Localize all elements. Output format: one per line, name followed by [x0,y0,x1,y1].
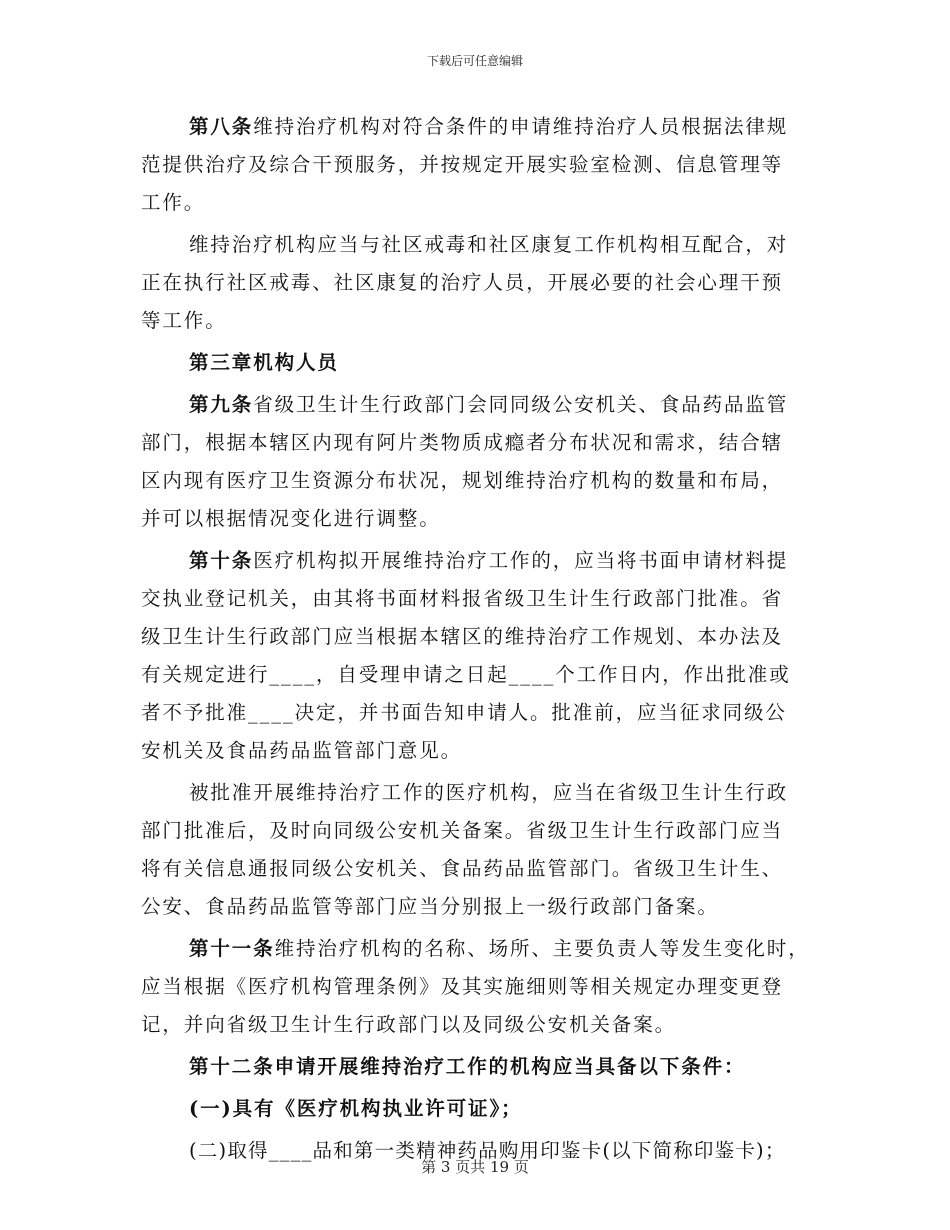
condition-item-1: (一)具有《医疗机构执业许可证》； [189,1097,523,1120]
paragraph-line: 被批准开展维持治疗工作的医疗机构，应当在省级卫生计生行政 [189,781,789,804]
article-9-heading: 第九条 [189,393,254,416]
page-footer: 第 3 页共 19 页 [421,1158,529,1176]
chapter-heading: 第三章机构人员 [189,351,339,374]
paragraph-line: 应当根据《医疗机构管理条例》及其实施细则等相关规定办理变更登 [141,975,784,998]
paragraph-line: 正在执行社区戒毒、社区康复的治疗人员，开展必要的社会心理干预 [141,271,784,294]
article-8-line-2: 范提供治疗及综合干预服务，并按规定开展实验室检测、信息管理等 [141,153,784,176]
article-9-line-1 [141,386,803,424]
article-8-heading: 第八条 [189,115,254,138]
paragraph-line: 将有关信息通报同级公安机关、食品药品监管部门。省级卫生计生、 [141,857,784,880]
article-10-line-1 [141,542,803,580]
article-8-line-3: 工作。 [141,191,206,214]
article-11-line-1 [141,930,810,968]
paragraph-line: 交执业登记机关，由其将书面材料报省级卫生计生行政部门批准。省 [141,587,784,610]
article-11-heading: 第十一条 [189,937,275,960]
paragraph-line: 维持治疗机构应当与社区戒毒和社区康复工作机构相互配合，对 [189,233,789,256]
article-8-line-1 [141,108,803,146]
paragraph-line: 等工作。 [141,309,227,332]
article-8-text: 维持治疗机构对符合条件的申请维持治疗人员根据法律规 [253,115,789,138]
paragraph-line: 记，并向省级卫生计生行政部门以及同级公安机关备案。 [141,1013,677,1036]
article-11-text: 维持治疗机构的名称、场所、主要负责人等发生变化时， [274,937,810,960]
paragraph-line: 部门，根据本辖区内现有阿片类物质成瘾者分布状况和需求，结合辖 [141,431,784,454]
paragraph-line: 公安、食品药品监管等部门应当分别报上一级行政部门备案。 [141,895,719,918]
paragraph-line: 区内现有医疗卫生资源分布状况，规划维持治疗机构的数量和布局， [141,469,784,492]
article-10-heading: 第十条 [189,549,254,572]
paragraph-line: 者不予批准____决定，并书面告知申请人。批准前，应当征求同级公 [141,701,787,724]
paragraph-line: 级卫生计生行政部门应当根据本辖区的维持治疗工作规划、本办法及 [141,625,784,648]
paragraph-line: 并可以根据情况变化进行调整。 [141,507,441,530]
article-12-heading: 第十二条申请开展维持治疗工作的机构应当具备以下条件： [189,1055,746,1078]
paragraph-line: 安机关及食品药品监管部门意见。 [141,739,463,762]
paragraph-line: 部门批准后，及时向同级公安机关备案。省级卫生计生行政部门应当 [141,819,784,842]
article-10-text: 医疗机构拟开展维持治疗工作的，应当将书面申请材料提 [253,549,789,572]
paragraph-line: 有关规定进行____，自受理申请之日起____个工作日内，作出批准或 [141,663,791,686]
document-body [141,108,810,1170]
condition-item-2: (二)取得____品和第一类精神药品购用印鉴卡(以下简称印鉴卡)； [189,1139,786,1162]
article-9-text: 省级卫生计生行政部门会同同级公安机关、食品药品监管 [253,393,789,416]
page-header: 下载后可任意编辑 [426,54,523,68]
